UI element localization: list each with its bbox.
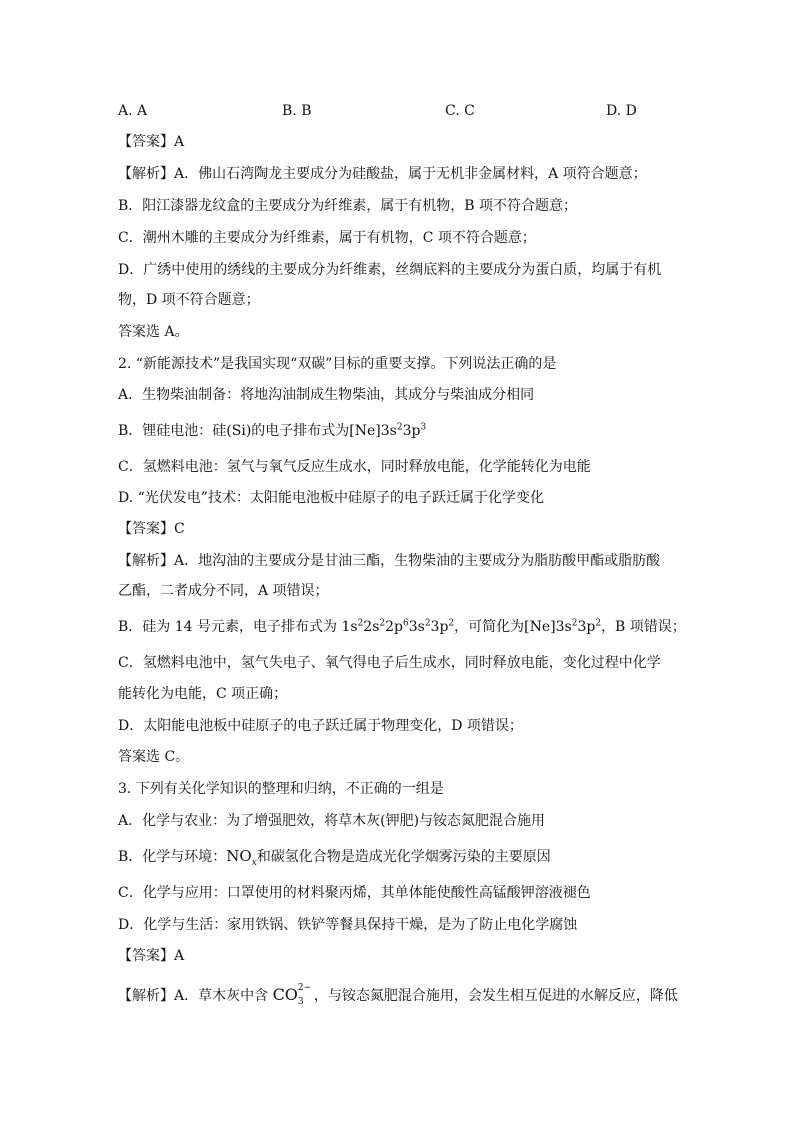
q2-explanation-line: 乙酯，二者成分不同，A 项错误； <box>118 583 329 599</box>
q1-option-b: B. B <box>282 103 312 119</box>
q2-option-d: D. “光伏发电”技术：太阳能电池板中硅原子的电子跃迁属于化学变化 <box>118 490 544 506</box>
q2-conclusion: 答案选 C。 <box>118 749 190 765</box>
q3-answer: 【答案】A <box>118 948 185 964</box>
q1-explanation-line: D．广绣中使用的绣线的主要成分为纤维素，丝绸底料的主要成分为蛋白质，均属于有机 <box>118 262 662 278</box>
q3-option-b: B．化学与环境：$NO_x$和碳氢化合物是造成光化学烟雾污染的主要原因 <box>118 847 551 868</box>
q3-option-a: A．化学与农业：为了增强肥效，将草木灰(钾肥)与铵态氮肥混合施用 <box>118 813 546 829</box>
q2-explanation-line: B．硅为 14 号元素，电子排布式为 $1s^22s^22p^63s^23p^2$，可简化为$[Ne]3s^23p^2$，B 项错误； <box>118 618 686 635</box>
q2-explanation-line: C．氢燃料电池中，氢气失电子、氧气得电子后生成水，同时释放电能，变化过程中化学 <box>118 655 661 671</box>
q2-option-c: C．氢燃料电池：氢气与氧气反应生成水，同时释放电能，化学能转化为电能 <box>118 459 591 475</box>
q1-answer: 【答案】A <box>118 134 185 150</box>
q2-explanation-line: D．太阳能电池板中硅原子的电子跃迁属于物理变化，D 项错误； <box>118 718 523 734</box>
q1-explanation-line: B．阳江漆器龙纹盒的主要成分为纤维素，属于有机物，B 项不符合题意； <box>118 198 578 214</box>
q2-explanation-line: 【解析】A．地沟油的主要成分是甘油三酯，生物柴油的主要成分为脂肪酸甲酯或脂肪酸 <box>118 553 661 569</box>
q2-explanation-line: 能转化为电能，C 项正确； <box>118 686 288 702</box>
q1-explanation-line: C．潮州木雕的主要成分为纤维素，属于有机物，C 项不符合题意； <box>118 230 536 246</box>
q1-option-c: C. C <box>445 103 475 119</box>
q1-explanation-line: 【解析】A．佛山石湾陶龙主要成分为硅酸盐，属于无机非金属材料，A 项符合题意； <box>118 166 647 182</box>
q2-option-a: A．生物柴油制备：将地沟油制成生物柴油，其成分与柴油成分相同 <box>118 387 535 403</box>
q1-option-d: D. D <box>606 103 637 119</box>
q1-option-a: A. A <box>118 103 148 119</box>
q2-answer: 【答案】C <box>118 521 185 537</box>
q3-stem: 3. 下列有关化学知识的整理和归纳，不正确的一组是 <box>118 781 444 797</box>
q3-option-c: C．化学与应用：口罩使用的材料聚丙烯，其单体能使酸性高锰酸钾溶液褪色 <box>118 885 591 901</box>
q1-conclusion: 答案选 A。 <box>118 324 189 340</box>
q1-explanation-line: 物，D 项不符合题意； <box>118 292 260 308</box>
q2-option-b: B．锂硅电池：硅(Si)的电子排布式为$[Ne]3s^23p^3$ <box>118 422 427 439</box>
q2-stem: 2. “新能源技术”是我国实现“双碳”目标的重要支撑。下列说法正确的是 <box>118 356 557 372</box>
q3-explanation-line: 【解析】A．草木灰中含 CO 2− 3 ，与铵态氮肥混合施用，会发生相互促进的水解反应，降低 <box>118 983 678 1007</box>
q3-option-d: D．化学与生活：家用铁锅、铁铲等餐具保持干燥，是为了防止电化学腐蚀 <box>118 917 578 933</box>
